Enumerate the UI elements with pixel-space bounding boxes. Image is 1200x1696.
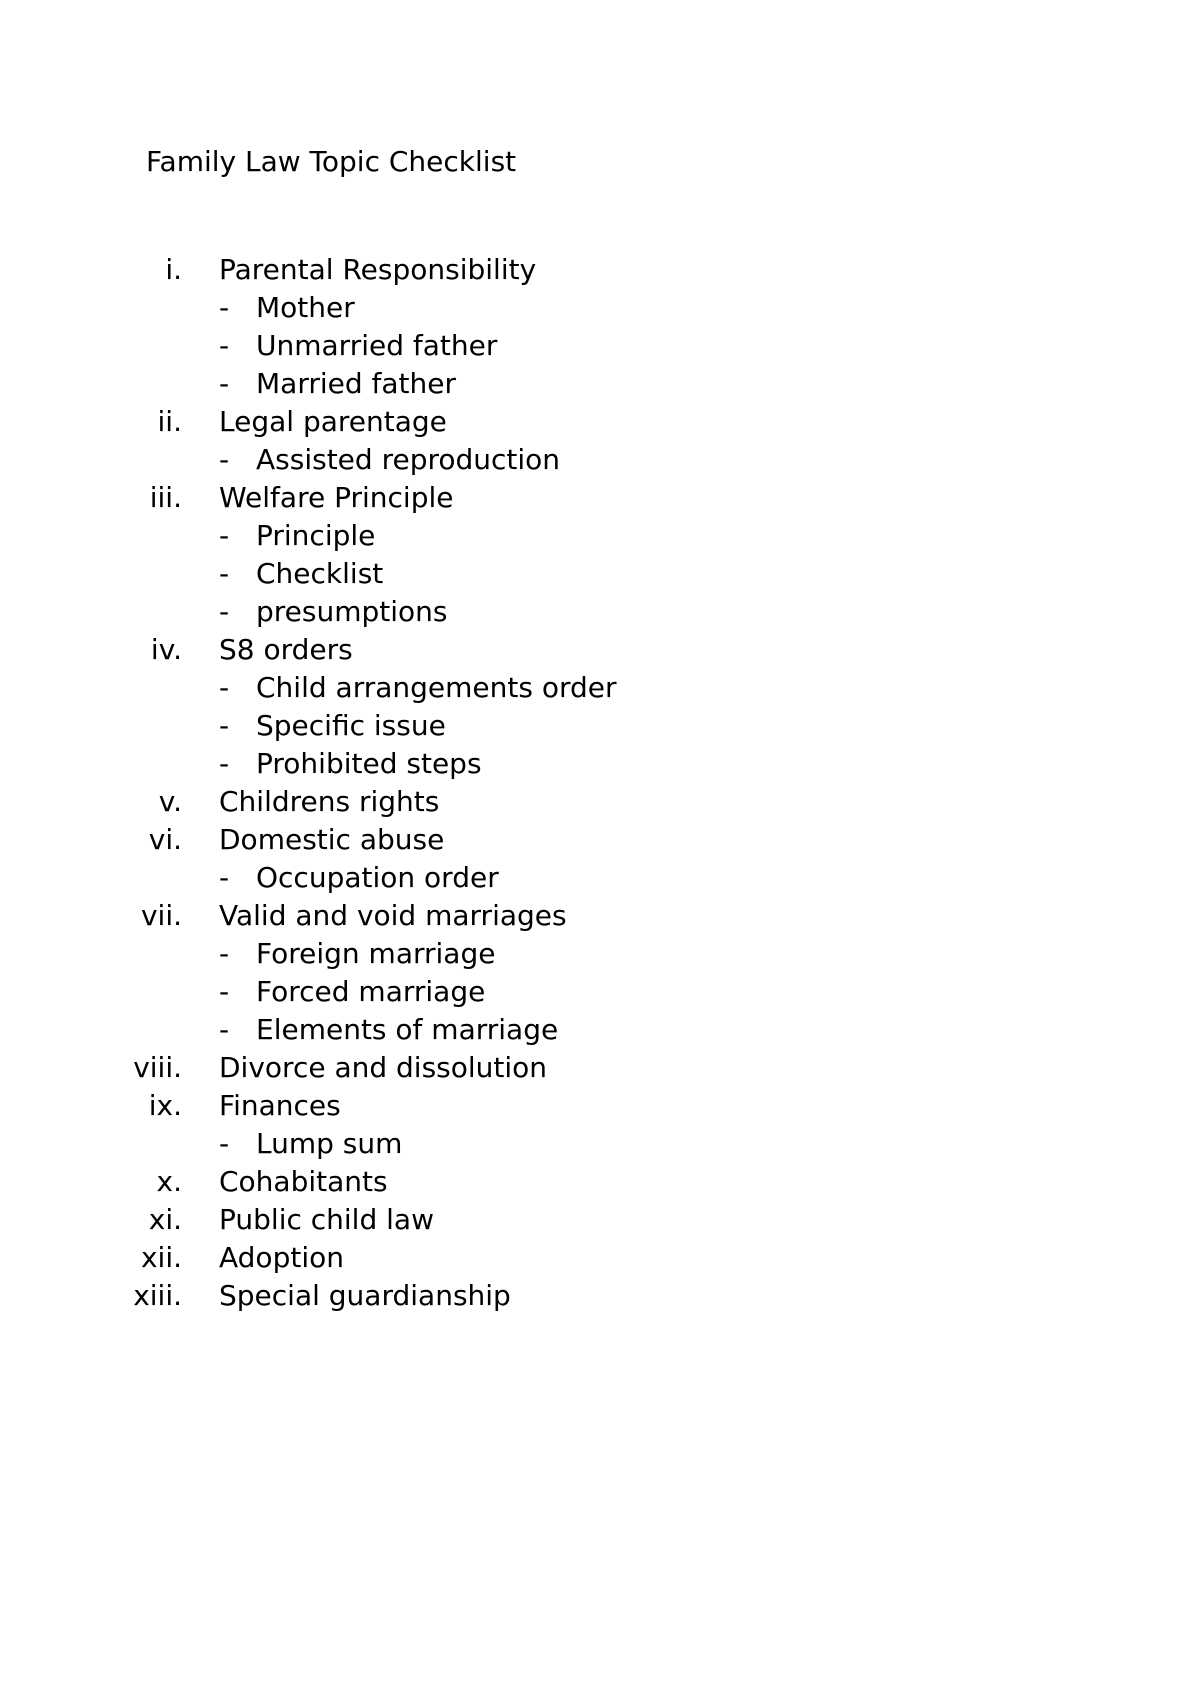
topic-numeral: iii. [149, 481, 182, 514]
dash-bullet: - [219, 709, 230, 742]
topic-numeral: vi. [148, 823, 182, 856]
subtopic-item [0, 1011, 1200, 1049]
topic-item [0, 1277, 1200, 1315]
subtopic-item [0, 707, 1200, 745]
subtopic-item [0, 555, 1200, 593]
dash-bullet: - [219, 975, 230, 1008]
topic-numeral: ii. [157, 405, 182, 438]
dash-bullet: - [219, 443, 230, 476]
subtopic-label: presumptions [256, 595, 448, 628]
topic-label: Childrens rights [219, 785, 440, 818]
subtopic-item [0, 973, 1200, 1011]
topic-numeral: i. [165, 253, 182, 286]
subtopic-item [0, 1125, 1200, 1163]
topic-numeral: x. [156, 1165, 182, 1198]
subtopic-item [0, 593, 1200, 631]
topic-label: Special guardianship [219, 1279, 511, 1312]
topic-label: Divorce and dissolution [219, 1051, 548, 1084]
subtopic-label: Married father [256, 367, 457, 400]
topic-item [0, 783, 1200, 821]
subtopic-item [0, 669, 1200, 707]
topic-label: Welfare Principle [219, 481, 454, 514]
subtopic-item [0, 441, 1200, 479]
subtopic-label: Forced marriage [256, 975, 486, 1008]
topic-label: Parental Responsibility [219, 253, 537, 286]
dash-bullet: - [219, 747, 230, 780]
topic-item [0, 897, 1200, 935]
subtopic-label: Assisted reproduction [256, 443, 561, 476]
topic-label: Public child law [219, 1203, 434, 1236]
subtopic-label: Child arrangements order [256, 671, 617, 704]
topic-item [0, 1239, 1200, 1277]
topic-numeral: xii. [140, 1241, 182, 1274]
topic-numeral: v. [158, 785, 182, 818]
subtopic-item [0, 327, 1200, 365]
dash-bullet: - [219, 937, 230, 970]
subtopic-label: Prohibited steps [256, 747, 482, 780]
subtopic-label: Mother [256, 291, 355, 324]
subtopic-label: Lump sum [256, 1127, 403, 1160]
topic-label: Domestic abuse [219, 823, 445, 856]
topic-numeral: ix. [148, 1089, 182, 1122]
topic-label: Valid and void marriages [219, 899, 567, 932]
topic-label: Legal parentage [219, 405, 447, 438]
subtopic-label: Occupation order [256, 861, 499, 894]
subtopic-label: Foreign marriage [256, 937, 496, 970]
dash-bullet: - [219, 367, 230, 400]
dash-bullet: - [219, 519, 230, 552]
subtopic-item [0, 859, 1200, 897]
topic-numeral: xi. [148, 1203, 182, 1236]
dash-bullet: - [219, 671, 230, 704]
topic-label: Adoption [219, 1241, 344, 1274]
subtopic-label: Principle [256, 519, 376, 552]
topic-item [0, 1087, 1200, 1125]
topic-label: Cohabitants [219, 1165, 388, 1198]
topic-item [0, 403, 1200, 441]
topic-numeral: iv. [150, 633, 182, 666]
subtopic-item [0, 365, 1200, 403]
dash-bullet: - [219, 557, 230, 590]
topic-item [0, 1163, 1200, 1201]
topic-item [0, 1201, 1200, 1239]
subtopic-item [0, 745, 1200, 783]
dash-bullet: - [219, 1127, 230, 1160]
subtopic-label: Unmarried father [256, 329, 498, 362]
subtopic-item [0, 935, 1200, 973]
topic-numeral: vii. [140, 899, 182, 932]
subtopic-item [0, 517, 1200, 555]
subtopic-label: Elements of marriage [256, 1013, 559, 1046]
dash-bullet: - [219, 329, 230, 362]
subtopic-label: Specific issue [256, 709, 446, 742]
topic-item [0, 631, 1200, 669]
topic-item [0, 1049, 1200, 1087]
page-title: Family Law Topic Checklist [146, 145, 517, 178]
topic-numeral: xiii. [133, 1279, 182, 1312]
dash-bullet: - [219, 595, 230, 628]
dash-bullet: - [219, 1013, 230, 1046]
topic-item [0, 251, 1200, 289]
topic-item [0, 479, 1200, 517]
topic-item [0, 821, 1200, 859]
topic-label: Finances [219, 1089, 341, 1122]
dash-bullet: - [219, 291, 230, 324]
topic-list [0, 251, 1200, 1315]
topic-numeral: viii. [133, 1051, 182, 1084]
dash-bullet: - [219, 861, 230, 894]
topic-label: S8 orders [219, 633, 353, 666]
subtopic-item [0, 289, 1200, 327]
subtopic-label: Checklist [256, 557, 384, 590]
